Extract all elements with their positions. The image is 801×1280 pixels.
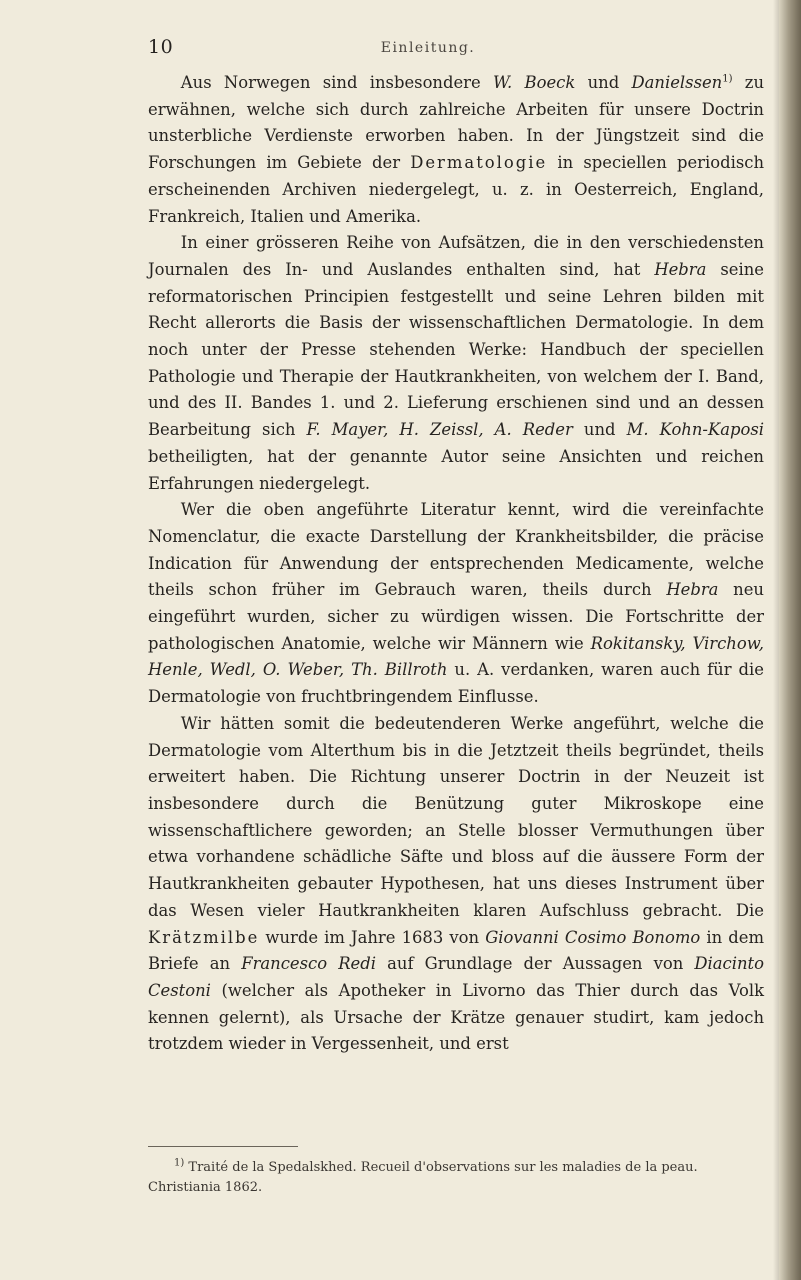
paragraph-3 (148, 497, 764, 711)
author-name: Francesco Redi (241, 954, 376, 974)
author-name: Hebra (654, 259, 707, 279)
footnote-mark: 1) (174, 1157, 185, 1169)
text-run: auf Grundlage der Aussagen von (376, 954, 695, 974)
text-run: seine reformatorischen Principien festgestellt und seine Lehren bilden mit Recht allerorts die Basis der wissenschaftlichen Dermatologie. In dem noch unter der Presse stehenden Werke: Handbuch der speciellen Pathologie und Therapie der Hautkrankheiten, von welchem der I. Band, und des II. Bandes 1. und 2. Lieferung erschienen sind und an dessen Bearbeitung sich (148, 259, 764, 440)
author-name: Giovanni Cosimo Bonomo (485, 927, 701, 947)
text-run: in dem Briefe an (148, 927, 765, 974)
footnote-body: Traité de la Spedalskhed. Recueil d'observations sur les maladies de la peau. Christiania 1862. (148, 1160, 698, 1195)
paragraph-1 (148, 70, 764, 230)
text-run: und (572, 420, 627, 440)
text-run: neu eingeführt wurden, sicher zu würdigen wissen. Die Fortschritte der pathologischen Anatomie, welche wir Männern wie (148, 580, 764, 653)
footnote-text (148, 1158, 764, 1198)
footnote-reference: 1) (722, 73, 733, 85)
author-name: Diacinto Cestoni (148, 954, 764, 1000)
author-name: M. Kohn-Kaposi (626, 420, 764, 440)
emphasized-term: Dermatologie (410, 153, 548, 173)
text-run: betheiligten, hat der genannte Autor seine Ansichten und reichen Erfahrungen niedergelegt. (148, 446, 764, 493)
text-run: (welcher als Apotheker in Livorno das Thier durch das Volk kennen gelernt), als Ursache der Krätze genauer studirt, kam jedoch trotzdem wieder in Vergessenheit, und erst (148, 980, 764, 1054)
text-run: Aus Norwegen sind insbesondere (180, 73, 494, 92)
text-run: zu erwähnen, welche sich durch zahlreiche Arbeiten für unsere Doctrin unsterbliche Verdienste erworben haben. In der Jüngstzeit sind die Forschungen im Gebiete der (148, 73, 765, 173)
running-head: Einleitung. (380, 40, 476, 56)
page-number: 10 (148, 36, 174, 58)
author-names: F. Mayer, H. Zeissl, A. Reder (306, 420, 573, 440)
book-spine-shadow (779, 0, 801, 1280)
author-name: Danielssen (631, 73, 723, 92)
paragraph-2 (148, 230, 764, 497)
page-header (148, 36, 708, 66)
text-run: wurde im Jahre 1683 von (259, 927, 486, 947)
text-run: In einer grösseren Reihe von Aufsätzen, die in den verschiedensten Journalen des In- und Auslandes enthalten sind, hat (148, 233, 764, 279)
body-text (148, 70, 764, 1058)
paragraph-4 (148, 711, 764, 1058)
text-run: und (575, 73, 632, 92)
footnote-divider (148, 1146, 298, 1147)
text-run: Wer die oben angeführte Literatur kennt, wird die vereinfachte Nomenclatur, die exacte Darstellung der Krankheitsbilder, die präcise Indication für Anwendung der entsprechenden Medicamente, welche theils schon früher im Gebrauch waren, theils durch (148, 500, 764, 600)
text-run: Wir hätten somit die bedeutenderen Werke angeführt, welche die Dermatologie vom Alterthum bis in die Jetztzeit theils begründet, theils erweitert haben. Die Richtung unserer Doctrin in der Neuzeit ist insbesondere durch die Benützung guter Mikroskope eine wissenschaftlichere geworden; an Stelle blosser Vermuthungen über etwa vorhandene schädliche Säfte und bloss auf die äussere Form der Hautkrankheiten gebauter Hypothesen, hat uns dieses Instrument über das Wesen vieler Hautkrankheiten klaren Aufschluss gebracht. Die (148, 713, 764, 920)
text-run: in speciellen periodisch erscheinenden Archiven niedergelegt, u. z. in Oesterreich, England, Frankreich, Italien und Amerika. (148, 153, 764, 226)
author-name: Hebra (666, 580, 719, 600)
text-run: u. A. verdanken, waren auch für die Dermatologie von fruchtbringendem Einflusse. (148, 660, 764, 707)
emphasized-term: Krätzmilbe (148, 927, 260, 947)
author-name: W. Boeck (493, 73, 576, 92)
footnote (148, 1158, 764, 1198)
gutter-shadow (773, 0, 779, 1280)
author-names: Rokitansky, Virchow, Henle, Wedl, O. Weber, Th. Billroth (148, 633, 765, 680)
